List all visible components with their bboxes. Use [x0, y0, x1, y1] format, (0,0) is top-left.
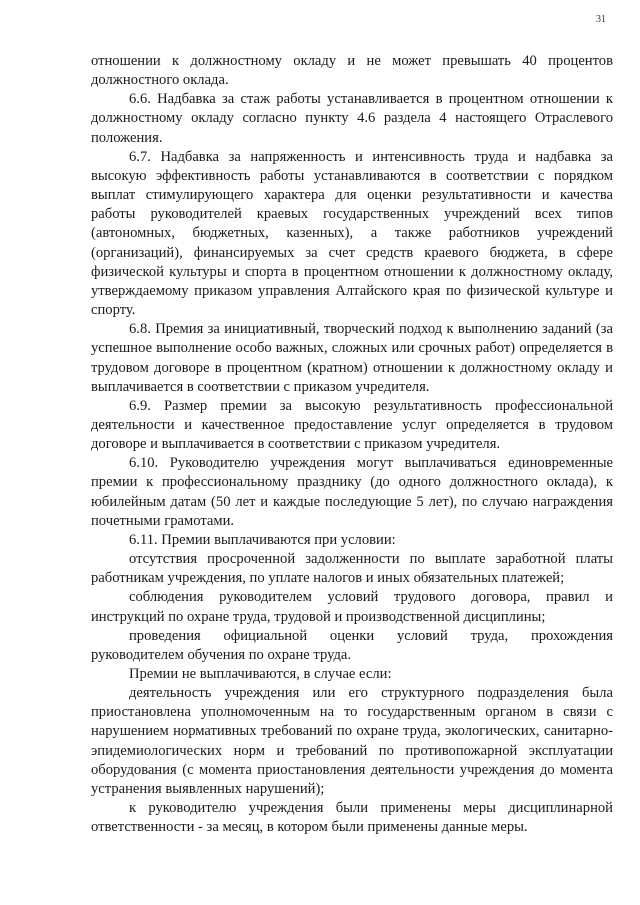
exclusion-heading: Премии не выплачиваются, в случае если: [129, 666, 392, 682]
paragraph-6-8: 6.8. Премия за инициативный, творческий подход к выполнению заданий (за успешное выполнение особо важных, сложных или срочных работ) определяется в трудовом договоре в процентном (кратном) отношении к должностному окладу и выплачивается в соответствии с приказом учредителя. [91, 321, 613, 395]
paragraph-6-6: 6.6. Надбавка за стаж работы устанавливается в процентном отношении к должностному окладу согласно пункту 4.6 раздела 4 настоящего Отраслевого положения. [91, 91, 613, 146]
document-body [91, 52, 613, 837]
exclusion-item-discipline: к руководителю учреждения были применены меры дисциплинарной ответственности - за месяц, в котором были применены данные меры. [91, 800, 613, 836]
paragraph-continuation: отношении к должностному окладу и не может превышать 40 процентов должностного оклада. [91, 53, 613, 89]
page-number: 31 [596, 14, 606, 25]
condition-item-compliance: соблюдения руководителем условий трудового договора, правил и инструкций по охране труда, трудовой и производственной дисциплины; [91, 589, 613, 625]
paragraph-6-11: 6.11. Премии выплачиваются при условии: [129, 531, 396, 548]
exclusion-item-suspension: деятельность учреждения или его структурного подразделения была приостановлена уполномоченным на то государственным органом в связи с нарушением нормативных требований по охране труда, экологических, санитарно-эпидемиологических норм и требований по противопожарной эксплуатации оборудования (с момента приостановления деятельности учреждения до момента устранения выявленных нарушений); [91, 685, 613, 797]
condition-item-debt: отсутствия просроченной задолженности по выплате заработной платы работникам учреждения, по уплате налогов и иных обязательных платежей; [91, 551, 613, 587]
paragraph-6-10: 6.10. Руководителю учреждения могут выплачиваться единовременные премии к профессиональному празднику (до одного должностного оклада), к юбилейным датам (50 лет и каждые последующие 5 лет), по случаю награждения почетными грамотами. [91, 455, 613, 529]
paragraph-6-7: 6.7. Надбавка за напряженность и интенсивность труда и надбавка за высокую эффективность работы устанавливаются в соответствии с порядком выплат стимулирующего характера для оценки результативности и качества работы руководителей краевых государственных учреждений всех типов (автономных, бюджетных, казенных), а также работников учреждений (организаций), финансируемых за счет средств краевого бюджета, в сфере физической культуры и спорта в процентном отношении к должностному окладу, утверждаемому приказом управления Алтайского края по физической культуре и спорту. [91, 148, 613, 319]
paragraph-6-9: 6.9. Размер премии за высокую результативность профессиональной деятельности и качественное предоставление услуг определяется в трудовом договоре и выплачивается в соответствии с приказом учредителя. [91, 397, 613, 453]
condition-item-assessment: проведения официальной оценки условий труда, прохождения руководителем обучения по охране труда. [91, 627, 613, 663]
